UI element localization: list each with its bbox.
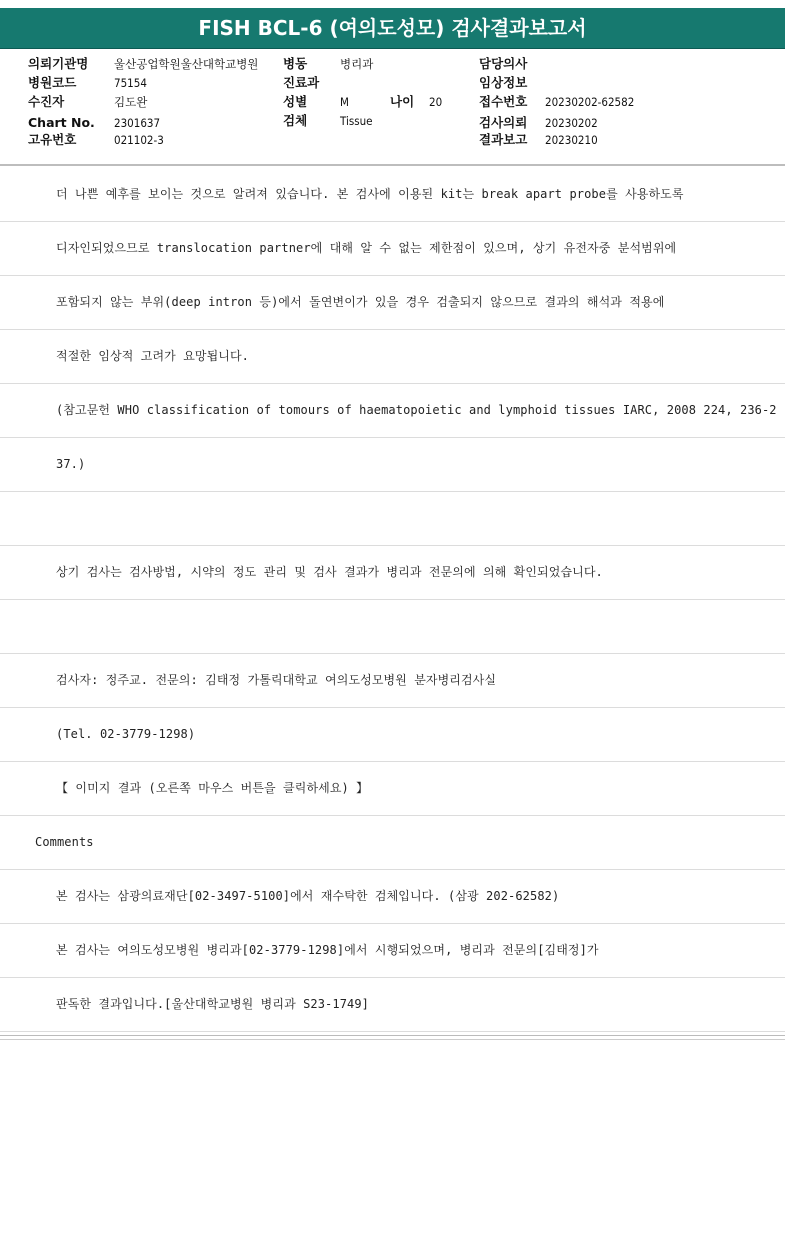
- verification-line: [0, 546, 785, 600]
- clinical-info-label: 임상정보: [479, 75, 528, 90]
- body-line-text: 디자인되었으므로 translocation partner에 대해 알 수 없는 제한점이 있으며, 상기 유전자중 분석범위에: [56, 241, 677, 255]
- blank-line: [0, 600, 785, 654]
- body-line: [0, 168, 785, 222]
- request-date-label: 검사의뢰: [479, 115, 528, 130]
- body-line-text: 더 나쁜 예후를 보이는 것으로 알려져 있습니다. 본 검사에 이용된 kit는 break apart probe를 사용하도록: [56, 187, 684, 201]
- image-result-line[interactable]: [0, 762, 785, 816]
- examiner-text: 검사자: 정주교. 전문의: 김태정 가톨릭대학교 여의도성모병원 분자병리검사실: [56, 673, 497, 687]
- unique-no-value: 021102-3: [114, 133, 164, 147]
- patient-value: 김도완: [114, 95, 148, 109]
- report-date-value: 20230210: [545, 133, 598, 147]
- report-title: FISH BCL-6 (여의도성모) 검사결과보고서: [0, 8, 785, 48]
- chart-no-label: Chart No.: [28, 115, 95, 130]
- doctor-label: 담당의사: [479, 56, 528, 71]
- reference-line: [0, 438, 785, 492]
- reference-line: [0, 384, 785, 438]
- sex-value: M: [340, 95, 349, 109]
- comment-text: 판독한 결과입니다.[울산대학교병원 병리과 S23-1749]: [56, 997, 370, 1011]
- report-body: [0, 168, 785, 1032]
- comments-heading: Comments: [35, 835, 94, 849]
- patient-label: 수진자: [28, 94, 65, 109]
- hospital-code-value: 75154: [114, 76, 147, 90]
- receipt-no-value: 20230202-62582: [545, 95, 635, 109]
- body-line: [0, 276, 785, 330]
- comment-line: [0, 978, 785, 1032]
- body-line: [0, 330, 785, 384]
- receipt-no-label: 접수번호: [479, 94, 528, 109]
- age-value: 20: [429, 95, 443, 109]
- footer-divider: [0, 1035, 785, 1040]
- report-date-label: 결과보고: [479, 132, 528, 147]
- comment-text: 본 검사는 여의도성모병원 병리과[02-3779-1298]에서 시행되었으며, 병리과 전문의[김태정]가: [56, 943, 599, 957]
- ward-value: 병리과: [340, 57, 374, 71]
- body-line: [0, 222, 785, 276]
- comment-line: [0, 870, 785, 924]
- comment-text: 본 검사는 삼광의료재단[02-3497-5100]에서 재수탁한 검체입니다. (삼광 202-62582): [56, 889, 560, 903]
- tel-text: (Tel. 02-3779-1298): [56, 727, 196, 741]
- title-divider: [0, 48, 785, 49]
- tel-line: [0, 708, 785, 762]
- age-label: 나이: [390, 94, 415, 109]
- body-line-text: 포함되지 않는 부위(deep intron 등)에서 돌연변이가 있을 경우 검출되지 않으므로 결과의 해석과 적용에: [56, 295, 665, 309]
- dept-label: 진료과: [283, 75, 320, 90]
- specimen-label: 검체: [283, 113, 308, 128]
- image-result-link[interactable]: 【 이미지 결과 (오른쪽 마우스 버튼을 클릭하세요) 】: [56, 781, 369, 795]
- body-line-text: 적절한 임상적 고려가 요망됩니다.: [56, 349, 249, 363]
- reference-text: (참고문헌 WHO classification of tomours of haematopoietic and lymphoid tissues IARC, 2008 224, 236-2: [56, 403, 777, 417]
- blank-line: [0, 492, 785, 546]
- sex-label: 성별: [283, 94, 308, 109]
- ward-label: 병동: [283, 56, 308, 71]
- unique-no-label: 고유번호: [28, 132, 77, 147]
- examiner-line: [0, 654, 785, 708]
- institution-value: 울산공업학원울산대학교병원: [114, 57, 259, 71]
- hospital-code-label: 병원코드: [28, 75, 77, 90]
- verification-text: 상기 검사는 검사방법, 시약의 정도 관리 및 검사 결과가 병리과 전문의에 의해 확인되었습니다.: [56, 565, 603, 579]
- header-divider: [0, 164, 785, 166]
- comments-heading-row: [0, 816, 785, 870]
- request-date-value: 20230202: [545, 116, 598, 130]
- institution-label: 의뢰기관명: [28, 56, 89, 71]
- chart-no-value: 2301637: [114, 116, 161, 130]
- reference-text: 37.): [56, 457, 86, 471]
- specimen-value: Tissue: [340, 114, 373, 128]
- comment-line: [0, 924, 785, 978]
